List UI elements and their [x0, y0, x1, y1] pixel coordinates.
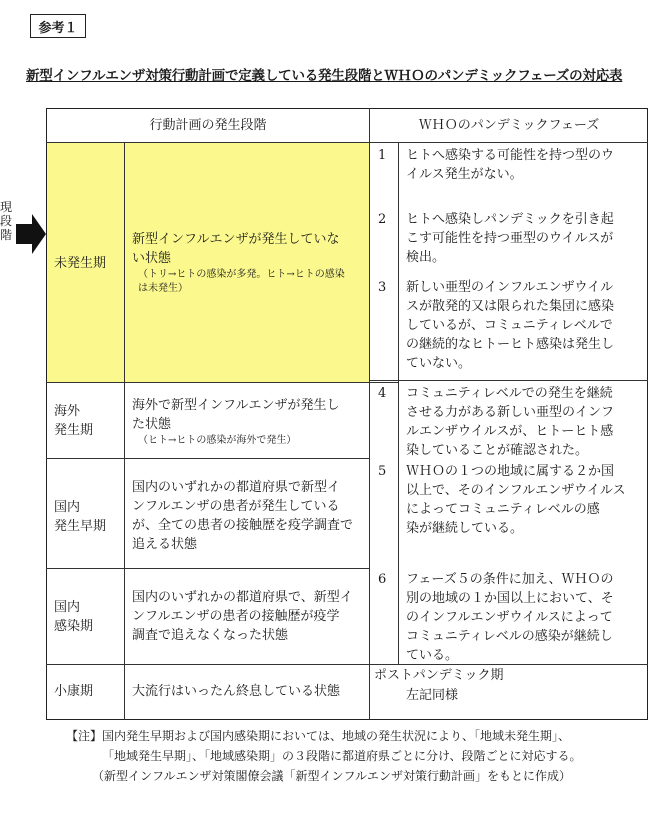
row-divider-2 — [46, 458, 370, 459]
stage-desc-pre-outbreak: 新型インフルエンザが発生していな い状態 （トリ→ヒトの感染が多発。ヒト→ヒトの感染 は未発生） — [132, 232, 345, 294]
phase-desc-3: 新しい亜型のインフルエンザウイル スが散発的又は限られた集団に感染 しているが、コミュニティレベルで の継続的なヒトーヒト感染は発生し ていない。 — [406, 280, 615, 371]
column-divider-left — [124, 142, 125, 720]
column-divider-main — [369, 108, 370, 720]
header-divider — [46, 142, 648, 143]
footnote-2: 「地域発生早期」、「地域感染期」の３段階に都道府県ごとに分け、段階ごとに対応する。 — [102, 749, 582, 763]
stage-desc-lull: 大流行はいったん終息している状態 — [132, 684, 341, 699]
phase-desc-6: フェーズ５の条件に加え、ＷＨＯの 別の地域の１か国以上において、そ のインフルエンザウイルスによって コミュニティレベルの感染が継続し ている。 — [406, 572, 614, 663]
stage-name-pre-outbreak: 未発生期 — [54, 256, 107, 271]
phase-desc-1: ヒトへ感染する可能性を持つ型のウ イルス発生がない。 — [406, 148, 615, 182]
footnote-1: 【注】国内発生早期および国内感染期においては、地域の発生状況により、「地域未発生期」、 — [66, 729, 571, 743]
row-divider-3 — [46, 568, 370, 569]
column-divider-phase-num — [398, 142, 399, 664]
header-who-phase: ＷＨＯのパンデミックフェーズ — [418, 118, 600, 133]
stage-desc-domestic-infection: 国内のいずれかの都道府県で、新型イ ンフルエンザの患者の接触歴が疫学 調査で追えなくなった状態 — [132, 590, 353, 643]
stage-name-domestic-early: 国内 発生早期 — [54, 500, 107, 534]
post-pandemic-label: ポストパンデミック期 — [374, 668, 504, 683]
stage-name-lull: 小康期 — [54, 684, 94, 699]
phase-desc-4: コミュニティレベルでの発生を継続 させる力がある新しい亜型のインフ ルエンザウイルスが、ヒトーヒト感 染していることが確認された。 — [406, 386, 615, 458]
phase-desc-2: ヒトへ感染しパンデミックを引き起 こす可能性を持つ亜型のウイルスが 検出。 — [406, 212, 614, 265]
current-stage-marker: 現 段 階 — [0, 200, 13, 242]
stage-desc-domestic-early: 国内のいずれかの都道府県で新型イ ンフルエンザの患者が発生している が、全ての患者の接触歴を疫学調査で 追える状態 — [132, 480, 354, 552]
phase-number-2: 2 — [378, 212, 387, 227]
stage-desc-overseas: 海外で新型インフルエンザが発生し た状態 （ヒト→ヒトの感染が海外で発生） — [132, 398, 340, 446]
footnote-source: （新型インフルエンザ対策閣僚会議「新型インフルエンザ対策行動計画」をもとに作成） — [92, 769, 572, 783]
header-action-plan-stage: 行動計画の発生段階 — [149, 118, 267, 133]
phase-divider-3-4 — [370, 380, 648, 381]
phase-number-4: 4 — [378, 386, 387, 401]
post-pandemic-same-as-left: 左記同様 — [406, 688, 459, 703]
phase-number-5: 5 — [378, 464, 387, 479]
arrow-right-icon — [16, 214, 46, 254]
row-divider-1 — [46, 382, 398, 383]
stage-name-overseas: 海外 発生期 — [54, 404, 94, 438]
phase-number-6: 6 — [378, 572, 387, 587]
phase-number-3: 3 — [378, 280, 387, 295]
reference-label: 参考１ — [30, 14, 86, 38]
phase-number-1: 1 — [378, 148, 387, 163]
page-title: 新型インフルエンザ対策行動計画で定義している発生段階とＷＨＯのパンデミックフェーズの対応表 — [26, 68, 623, 84]
stage-name-domestic-infection: 国内 感染期 — [54, 600, 94, 634]
phase-desc-5: ＷＨＯの１つの地域に属する２か国 以上で、そのインフルエンザウイルス によってコミュニティレベルの感 染が継続している。 — [406, 464, 626, 536]
